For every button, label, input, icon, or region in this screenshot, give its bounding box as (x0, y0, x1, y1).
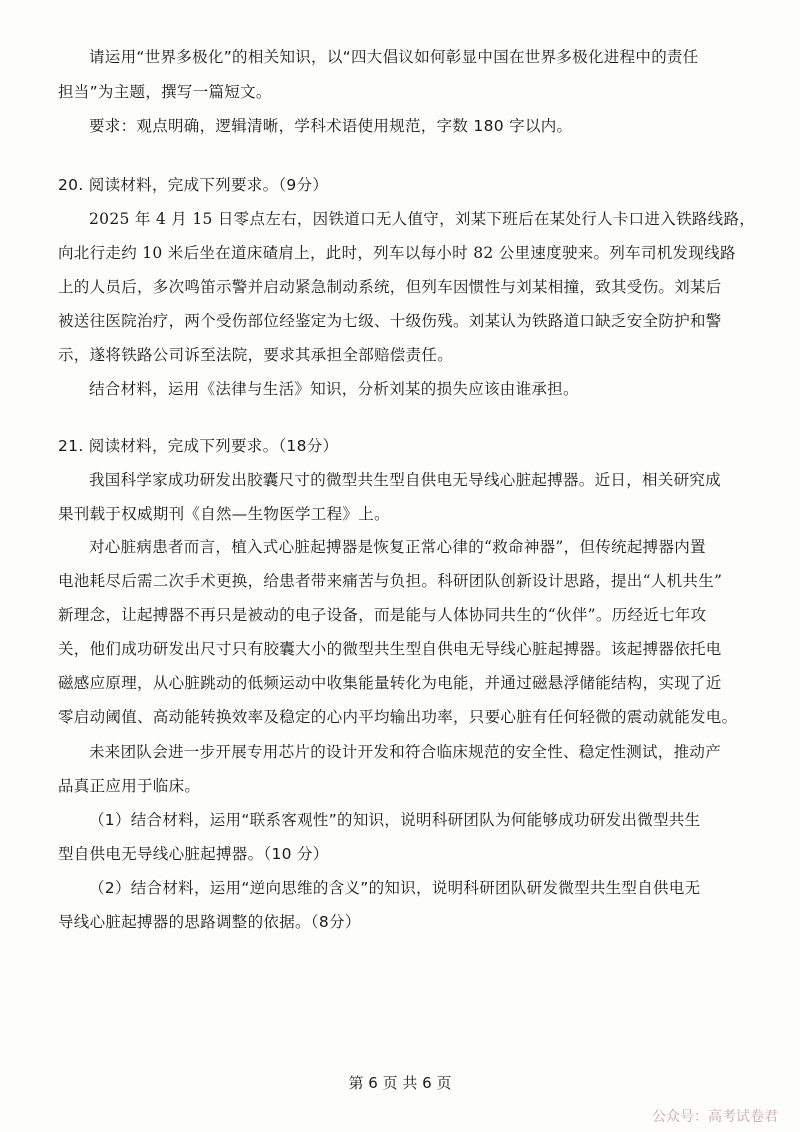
q21-heading: 21. 阅读材料，完成下列要求。（18分） (58, 437, 339, 455)
q21-material-line: 磁感应原理，从心脏跳动的低频运动中收集能量转化为电能，并通过磁悬浮储能结构，实现了近 (58, 674, 722, 692)
q20-material-line: 2025 年 4 月 15 日零点左右，因铁道口无人值守，刘某下班后在某处行人卡口进入铁路线路， (89, 210, 756, 228)
q21-material-line: 未来团队会进一步开展专用芯片的设计开发和符合临床规范的安全性、稳定性测试，推动产 (89, 743, 722, 761)
q21-material-line: 果刊载于权威期刊《自然—生物医学工程》上。 (58, 505, 390, 523)
q20-material-line: 被送往医院治疗，两个受伤部位经鉴定为七级、十级伤残。刘某认为铁路道口缺乏安全防护和警 (58, 312, 722, 330)
q20-material-line: 上的人员后，多次鸣笛示警并启动紧急制动系统，但列车因惯性与刘某相撞，致其受伤。刘某后 (58, 278, 722, 296)
q21-material-line: 新理念，让起搏器不再只是被动的电子设备，而是能与人体协同共生的“伙伴”。历经近七年攻 (58, 606, 707, 624)
q21-material-line: 关，他们成功研发出尺寸只有胶囊大小的微型共生型自供电无导线心脏起搏器。该起搏器依托电 (58, 640, 722, 658)
q19-requirement: 要求：观点明确，逻辑清晰，学科术语使用规范，字数 180 字以内。 (89, 117, 573, 135)
q21-sub2-line1: （2）结合材料，运用“逆向思维的含义”的知识，说明科研团队研发微型共生型自供电无 (89, 879, 701, 897)
q19-text-line1: 请运用“世界多极化”的相关知识，以“四大倡议如何彰显中国在世界多极化进程中的责任 (89, 48, 699, 66)
q20-heading: 20. 阅读材料，完成下列要求。（9分） (58, 176, 329, 194)
q21-sub1-line1: （1）结合材料，运用“联系客观性”的知识，说明科研团队为何能够成功研发出微型共生 (89, 811, 701, 829)
watermark-text: 公众号：高考试卷君 (652, 1109, 778, 1125)
q20-material-line: 示，遂将铁路公司诉至法院，要求其承担全部赔偿责任。 (58, 346, 454, 364)
page-number: 第 6 页 共 6 页 (348, 1074, 452, 1092)
q20-material-line: 向北行走约 10 米后坐在道床碴肩上，此时，列车以每小时 82 公里速度驶来。列车司机发现线路 (58, 244, 736, 262)
q21-sub1-line2: 型自供电无导线心脏起搏器。（10 分） (58, 845, 329, 863)
q21-material-line: 零启动阈值、高动能转换效率及稳定的心内平均输出功率，只要心脏有任何轻微的震动就能发电。 (58, 708, 738, 726)
q21-material-line: 我国科学家成功研发出胶囊尺寸的微型共生型自供电无导线心脏起搏器。近日，相关研究成 (89, 471, 722, 489)
q20-question: 结合材料，运用《法律与生活》知识，分析刘某的损失应该由谁承担。 (89, 380, 579, 398)
q21-material-line: 电池耗尽后需二次手术更换，给患者带来痛苦与负担。科研团队创新设计思路，提出“人机共生” (58, 572, 723, 590)
q21-sub2-line2: 导线心脏起搏器的思路调整的依据。（8分） (58, 913, 361, 931)
q21-material-line: 品真正应用于临床。 (58, 777, 201, 795)
q21-material-line: 对心脏病患者而言，植入式心脏起搏器是恢复正常心律的“救命神器”，但传统起搏器内置 (89, 538, 706, 556)
q19-text-line2: 担当”为主题，撰写一篇短文。 (58, 83, 272, 101)
